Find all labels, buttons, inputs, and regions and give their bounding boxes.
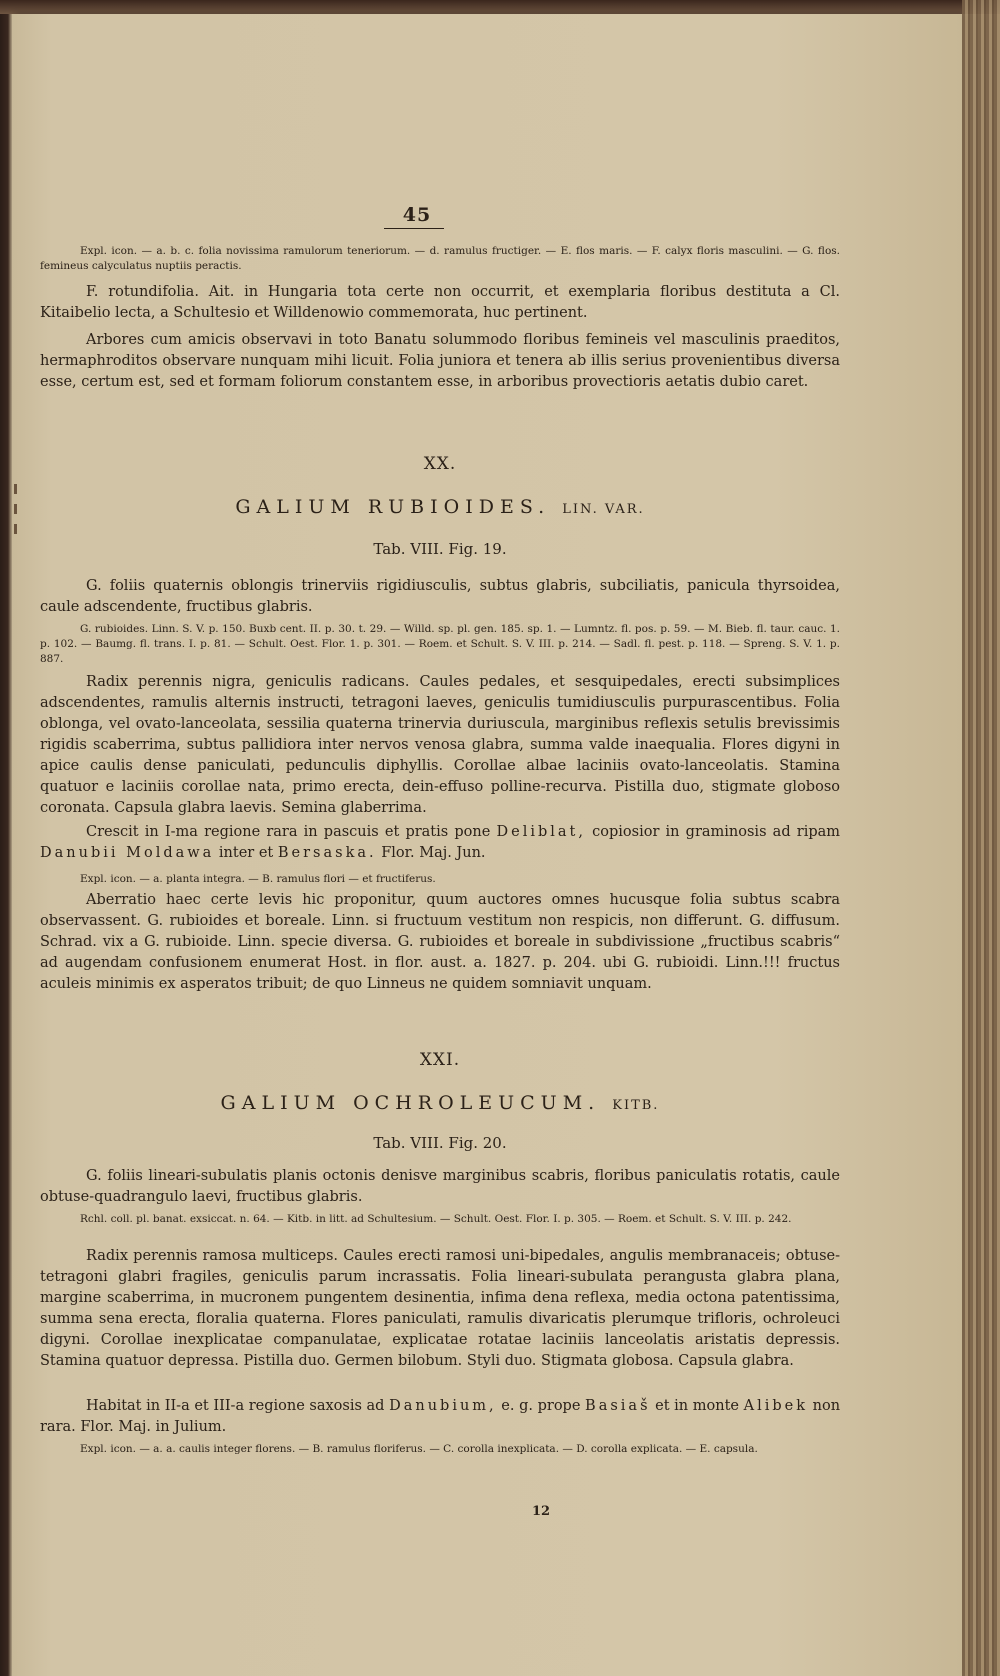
habitat-xx-d: Flor. Maj. Jun. (381, 845, 486, 861)
species-name-xxi: GALIUM OCHROLEUCUM. (220, 1092, 601, 1114)
section-number-xxi: XXI. (419, 1050, 461, 1070)
paragraph-arbores (40, 330, 840, 393)
habitat-xx-line (40, 822, 840, 864)
habitat-xxi-line (40, 1396, 840, 1438)
description-xxi (40, 1246, 840, 1372)
rotundifolia-text: F. rotundifolia. Ait. in Hungaria tota certe non occurrit, et exemplaria floribus destituta a Cl. Kitaibelio lecta, a Schultesio et Willdenowio commemorata, huc pertinent. (40, 284, 840, 321)
species-author-xx: LIN. VAR. (562, 502, 645, 517)
habitat-xx-place-2: Danubii Moldawa (40, 845, 215, 861)
page-number: 45 (402, 204, 432, 226)
explanation-xx-text: Expl. icon. — a. planta integra. — B. ramulus flori — et fructiferus. (80, 873, 436, 885)
aberratio-xx-text: Aberratio haec certe levis hic proponitur, quum auctores omnes hucusque folia subtus scabra observassent. G. rubioides et boreale. Linn. si fructuum vestitum non respicis, non differunt. G. diffusum. Schrad. vix a G. rubioide. Linn. specie diversa. G. rubioides et boreale in subdivissione „fructibus scabris“ ad augendam confusionem enumerat Host. in flor. aust. a. 1827. p. 204. ubi G. rubioidi. Linn.!!! fructus aculeis minimis ex asperatos tribuit; de quo Linneus ne quidem somniavit unquam. (40, 892, 840, 992)
diagnosis-xxi (40, 1166, 840, 1208)
diagnosis-xx (40, 576, 840, 618)
synonymy-xxi (40, 1212, 840, 1227)
habitat-xxi-d: non rara. Flor. Maj. in Julium. (40, 1398, 841, 1435)
book-page-edges (962, 0, 1000, 1676)
habitat-xx-place-3: Bersaska. (277, 845, 377, 861)
aberratio-xx (40, 890, 840, 995)
species-title-xx (40, 496, 840, 518)
page-content (12, 14, 962, 1676)
diagnosis-xxi-text: G. foliis lineari-subulatis planis octonis denisve marginibus scabris, floribus paniculatis rotatis, caule obtuse-quadrangulo laevi, fructibus glabris. (40, 1168, 840, 1205)
habitat-xx-b: copiosior in graminosis ad ripam (592, 824, 841, 840)
description-xxi-text: Radix perennis ramosa multiceps. Caules erecti ramosi uni-bipedales, angulis membranaceis; obtuse-tetragoni glabri fragiles, geniculis parum incrassatis. Folia lineari-subulata perangusta glabra plana, margine scaberrima, in mucronem pungentem desinentia, infima dena reflexa, media octona patentissima, summa sena erecta, floralia quaterna. Flores paniculati, ramulis divaricatis plerumque trifloris, ochroleuci digyni. Corollae inexplicatae companulatae, explicatae rotatae laciniis lanceolatis aristatis depressis. Stamina quatuor depressa. Pistilla duo. Germen bilobum. Styli duo. Stigmata globosa. Capsula glabra. (40, 1248, 840, 1369)
explanation-xxi (40, 1442, 840, 1457)
species-author-xxi: KITB. (612, 1098, 660, 1113)
explanation-xxi-text: Expl. icon. — a. a. caulis integer florens. — B. ramulus floriferus. — C. corolla inexplicata. — D. corolla explicata. — E. capsula. (80, 1443, 758, 1455)
description-xx-text: Radix perennis nigra, geniculis radicans. Caules pedales, et sesquipedales, erecti subsimplices adscendentes, ramulis alternis instructi, tetragoni laeves, geniculis tumidiusculis purpurascentibus. Folia oblonga, vel ovato-lanceolata, sessilia quaterna trinervia duriuscula, marginibus reflexis setulis brevissimis rigidis scaberrima, subtus pallidiora inter nervos venosa glabra, summa valde inaequalia. Flores digyni in apice caulis dense paniculati, pedunculis diphyllis. Corollae albae laciniis ovato-lanceolatis. Stamina quatuor e laciniis corollae nata, primo erecta, dein-effuso polline-recurva. Pistilla duo, stigmate globoso coronata. Capsula glabra laevis. Semina glaberrima. (40, 674, 840, 816)
synonymy-xx-text: G. rubioides. Linn. S. V. p. 150. Buxb cent. II. p. 30. t. 29. — Willd. sp. pl. gen. 185. sp. 1. — Lumntz. fl. pos. p. 59. — M. Bieb. fl. taur. cauc. 1. p. 102. — Baumg. fl. trans. I. p. 81. — Schult. Oest. Flor. 1. p. 301. — Roem. et Schult. S. V. III. p. 214. — Sadl. fl. pest. p. 118. — Spreng. S. V. 1. p. 887. (40, 623, 840, 665)
signature-mark: 12 (532, 1504, 551, 1519)
page-number-rule (384, 228, 444, 229)
description-xx (40, 672, 840, 819)
habitat-xxi-place-2: Basiaš (585, 1398, 651, 1414)
plate-reference-xxi: Tab. VIII. Fig. 20. (373, 1134, 507, 1152)
plate-reference-xx: Tab. VIII. Fig. 19. (373, 540, 507, 558)
habitat-xx-c: inter et (218, 845, 274, 861)
top-binding-band (0, 0, 1000, 14)
explanation-xx (40, 872, 840, 887)
species-name-xx: GALIUM RUBIOIDES. (235, 496, 551, 518)
binding-mark (14, 504, 17, 514)
expl-previous-text: Expl. icon. — a. b. c. folia novissima ramulorum teneriorum. — d. ramulus fructiger. — E. flos maris. — F. calyx floris masculini. — G. flos. femineus calyculatus nuptiis peractis. (40, 245, 840, 272)
arbores-text: Arbores cum amicis observavi in toto Banatu solummodo floribus femineis vel masculinis praeditos, hermaphroditos observare nunquam mihi licuit. Folia juniora et tenera ab illis serius provenientibus diversa esse, certum est, sed et formam foliorum constantem esse, in arboribus provectioris aetatis dubio caret. (40, 332, 840, 390)
paragraph-rotundifolia (40, 282, 840, 324)
page-sheet (12, 14, 962, 1676)
habitat-xxi-place-1: Danubium, (389, 1398, 497, 1414)
binding-mark (14, 484, 17, 494)
diagnosis-xx-text: G. foliis quaternis oblongis trinerviis rigidiusculis, subtus glabris, subciliatis, panicula thyrsoidea, caule adscendente, fructibus glabris. (40, 578, 840, 615)
habitat-xxi-b: e. g. prope (501, 1398, 581, 1414)
habitat-xxi-a: Habitat in II-a et III-a regione saxosis ad (86, 1398, 385, 1414)
habitat-xx (40, 822, 840, 864)
synonymy-xx (40, 622, 840, 667)
habitat-xxi (40, 1396, 840, 1438)
section-number-xx: XX. (423, 454, 457, 474)
binding-mark (14, 524, 17, 534)
habitat-xxi-place-3: Alibek (743, 1398, 809, 1414)
habitat-xx-a: Crescit in I-ma regione rara in pascuis et pratis pone (86, 824, 491, 840)
explanation-previous-plate (40, 244, 840, 274)
synonymy-xxi-text: Rchl. coll. pl. banat. exsiccat. n. 64. — Kitb. in litt. ad Schultesium. — Schult. Oest. Flor. I. p. 305. — Roem. et Schult. S. V. III. p. 242. (80, 1213, 792, 1225)
habitat-xxi-c: et in monte (655, 1398, 739, 1414)
habitat-xx-place-1: Deliblat, (496, 824, 586, 840)
species-title-xxi (40, 1092, 840, 1114)
